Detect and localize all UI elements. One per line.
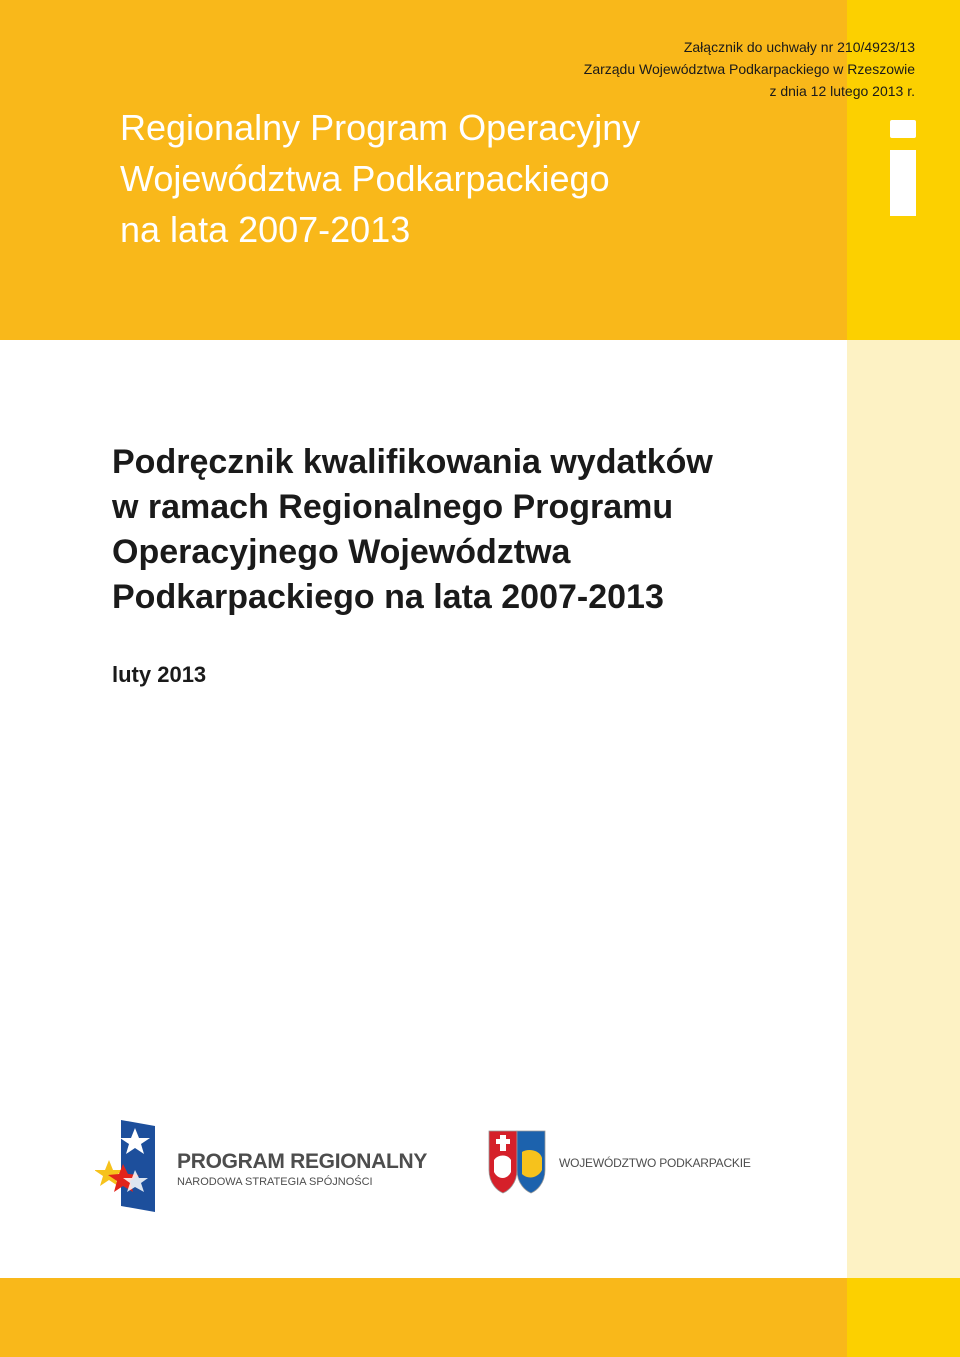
star-flag-icon — [95, 1120, 157, 1212]
info-i-stem — [890, 150, 916, 216]
attachment-note — [584, 36, 915, 102]
footer-side-band — [847, 1278, 960, 1357]
footer-band — [0, 1278, 847, 1357]
attachment-line-1: Załącznik do uchwały nr 210/4923/13 — [683, 39, 915, 55]
program-title-line-2: Województwa Podkarpackiego — [120, 158, 610, 199]
coat-of-arms-icon — [488, 1130, 546, 1194]
info-i-dot — [890, 120, 916, 138]
document-date: luty 2013 — [112, 662, 207, 687]
program-title-line-3: na lata 2007-2013 — [120, 209, 411, 250]
document-title-line-3: Operacyjnego Województwa — [112, 533, 571, 571]
wojewodztwo-name: WOJEWÓDZTWO PODKARPACKIE — [559, 1156, 751, 1170]
document-title — [112, 440, 713, 620]
attachment-line-2: Zarządu Województwa Podkarpackiego w Rzeszowie — [583, 61, 915, 77]
program-title — [120, 102, 640, 255]
program-title-line-1: Regionalny Program Operacyjny — [120, 107, 641, 148]
document-title-line-2: w ramach Regionalnego Programu — [112, 488, 674, 526]
document-title-line-1: Podręcznik kwalifikowania wydatków — [112, 443, 713, 481]
program-regionalny-logo — [95, 1120, 455, 1215]
wojewodztwo-logo — [488, 1130, 758, 1200]
program-regionalny-subtitle: NARODOWA STRATEGIA SPÓJNOŚCI — [177, 1176, 373, 1188]
attachment-line-3: z dnia 12 lutego 2013 r. — [769, 83, 915, 99]
side-strip — [847, 340, 960, 1278]
info-i-icon — [890, 120, 916, 216]
program-regionalny-name: PROGRAM REGIONALNY — [177, 1150, 428, 1173]
document-title-line-4: Podkarpackiego na lata 2007-2013 — [112, 578, 664, 616]
